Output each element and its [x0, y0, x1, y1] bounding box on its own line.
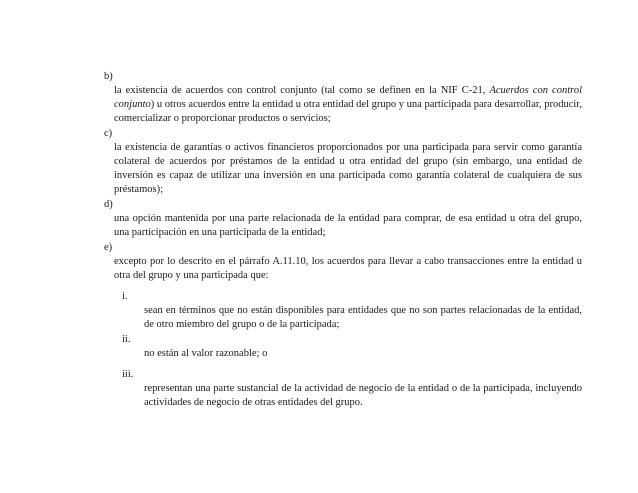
sub-item-text: sean en términos que no están disponibles para entidades que no son partes relacionadas de la entidad, de otro miembro del grupo o de la participada;	[144, 305, 582, 330]
item-text: excepto por lo descrito en el párrafo A.11.10, los acuerdos para llevar a cabo transacciones entre la entidad u otra del grupo y una participada que:	[114, 256, 582, 281]
item-text-part: la existencia de acuerdos con control conjunto (tal como se definen en la NIF C-21,	[114, 85, 490, 96]
item-marker: c)	[104, 128, 113, 139]
item-marker: e)	[104, 242, 113, 253]
sub-item-ii	[122, 333, 582, 361]
sub-item-iii	[122, 368, 582, 410]
list-item-d	[104, 198, 582, 240]
sub-item-marker: ii.	[122, 334, 131, 345]
item-text: la existencia de garantías o activos financieros proporcionados por una participada para servir como garantía colateral de acuerdos por préstamos de la entidad u otra entidad del grupo (sin embargo, una entidad de inversión es capaz de utilizar una inversión en una participada como garantía colateral de cualquiera de sus préstamos);	[114, 142, 582, 195]
item-marker: d)	[104, 199, 113, 210]
sub-item-marker: i.	[122, 291, 128, 302]
list-item-b	[104, 70, 582, 126]
sub-item-text: representan una parte sustancial de la actividad de negocio de la entidad o de la participada, incluyendo actividades de negocio de otras entidades del grupo.	[144, 383, 582, 408]
item-text-part: ) u otros acuerdos entre la entidad u otra entidad del grupo y una participada para desarrollar, producir, comercializar o proporcionar productos o servicios;	[114, 99, 582, 124]
item-marker: b)	[104, 71, 113, 82]
item-text	[114, 84, 582, 126]
sub-item-marker: iii.	[122, 369, 134, 380]
list-item-e	[104, 241, 582, 283]
list-item-c	[104, 127, 582, 197]
sub-item-i	[122, 290, 582, 332]
item-text-italic: Acuerdos con control conjunto	[114, 85, 582, 110]
item-text: una opción mantenida por una parte relacionada de la entidad para comprar, de esa entidad u otra del grupo, una participación en una participada de la entidad;	[114, 213, 582, 238]
sub-item-text: no están al valor razonable; o	[144, 348, 268, 359]
